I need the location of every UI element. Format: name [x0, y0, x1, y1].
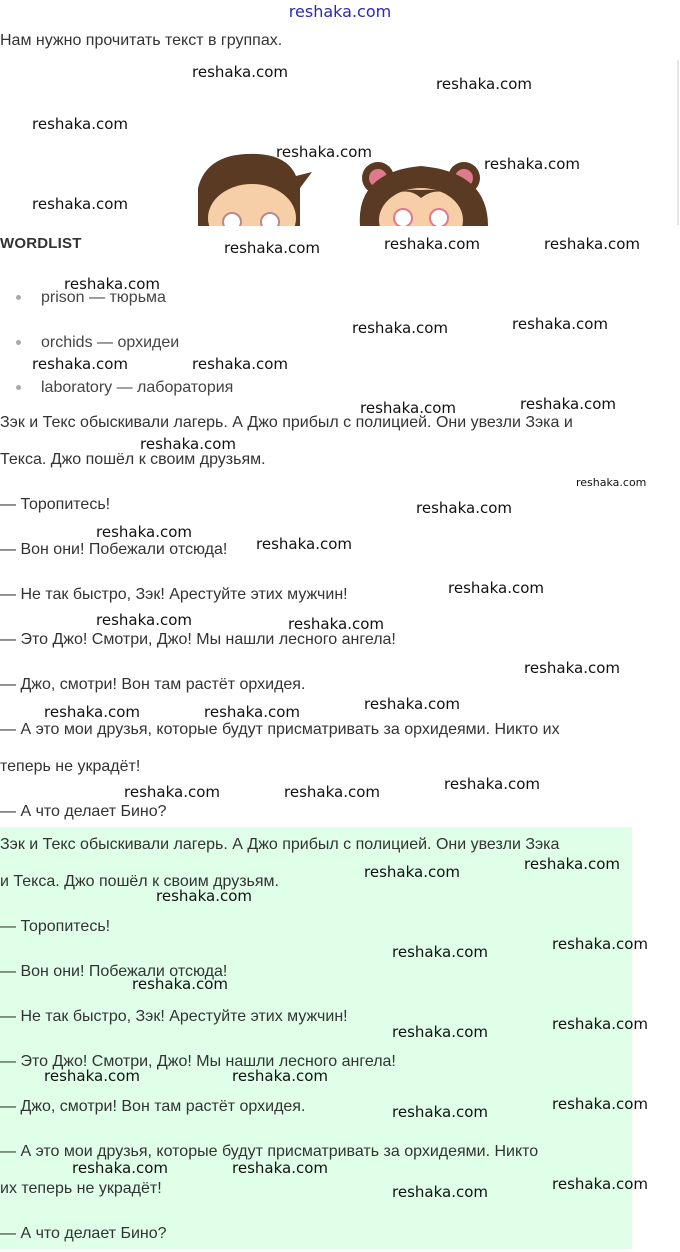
story-text-highlighted [0, 826, 632, 1252]
word-entry: orchids — орхидеи [41, 334, 180, 351]
watermark-text: reshaka.com [448, 579, 544, 597]
watermark-text: reshaka.com [288, 615, 384, 633]
watermark-text: reshaka.com [204, 703, 300, 721]
watermark-text: reshaka.com [364, 863, 460, 881]
watermark-text: reshaka.com [520, 395, 616, 413]
watermark-text: reshaka.com [156, 887, 252, 905]
watermark-text: reshaka.com [32, 195, 128, 213]
watermark-text: reshaka.com [552, 1015, 648, 1033]
dialogue-line: — Вон они! Побежали отсюда! [0, 541, 228, 558]
intro-text: Нам нужно прочитать текст в группах. [0, 32, 283, 49]
watermark-text: reshaka.com [232, 1159, 328, 1177]
watermark-text: reshaka.com [552, 1175, 648, 1193]
watermark-text: reshaka.com [392, 1103, 488, 1121]
dialogue-line: их теперь не украдёт! [0, 1180, 162, 1197]
watermark-text: reshaka.com [64, 275, 160, 293]
watermark-text: reshaka.com [72, 1159, 168, 1177]
watermark-text: reshaka.com [436, 75, 532, 93]
watermark-text: reshaka.com [392, 1183, 488, 1201]
watermark-text: reshaka.com [544, 235, 640, 253]
watermark-text: reshaka.com [44, 1067, 140, 1085]
word-entry: prison — тюрьма [41, 289, 166, 306]
watermark-text: reshaka.com [392, 943, 488, 961]
watermark-text: reshaka.com [360, 399, 456, 417]
dialogue-line: — А что делает Бино? [0, 1225, 167, 1242]
watermark-text: reshaka.com [192, 63, 288, 81]
watermark-text: reshaka.com [124, 783, 220, 801]
watermark-text: reshaka.com [392, 1023, 488, 1041]
watermark-text: reshaka.com [44, 703, 140, 721]
watermark-text: reshaka.com [32, 355, 128, 373]
dialogue-line: — А это мои друзья, которые будут присматривать за орхидеями. Никто их [0, 721, 560, 738]
dialogue-line: — Это Джо! Смотри, Джо! Мы нашли лесного ангела! [0, 1053, 396, 1070]
watermark-text: reshaka.com [232, 1067, 328, 1085]
dialogue-line: — А это мои друзья, которые будут присматривать за орхидеями. Никто [0, 1143, 539, 1160]
dialogue-line: теперь не украдёт! [0, 758, 141, 775]
story-paragraph: Текса. Джо пошёл к своим друзьям. [0, 451, 266, 468]
watermark-text: reshaka.com [444, 775, 540, 793]
bullet-icon [16, 295, 21, 300]
dialogue-line: — Торопитесь! [0, 918, 111, 935]
watermark-text: reshaka.com [524, 659, 620, 677]
dialogue-line: — Не так быстро, Зэк! Арестуйте этих мужчин! [0, 586, 348, 603]
dialogue-line: — Не так быстро, Зэк! Арестуйте этих мужчин! [0, 1008, 348, 1025]
watermark-text: reshaka.com [32, 115, 128, 133]
boy-figure [198, 154, 312, 226]
watermark-text: reshaka.com [524, 855, 620, 873]
watermark-text: reshaka.com [552, 935, 648, 953]
scrollbar-track[interactable] [677, 60, 679, 225]
site-header-link[interactable]: reshaka.com [288, 2, 392, 21]
watermark-text: reshaka.com [512, 315, 608, 333]
dialogue-line: — Вон они! Побежали отсюда! [0, 963, 228, 980]
watermark-text: reshaka.com [132, 975, 228, 993]
dialogue-line: — Торопитесь! [0, 496, 111, 513]
watermark-text: reshaka.com [276, 143, 372, 161]
bullet-icon [16, 385, 21, 390]
watermark-text: reshaka.com [224, 239, 320, 257]
watermark-text: reshaka.com [364, 695, 460, 713]
watermark-text: reshaka.com [96, 523, 192, 541]
watermark-text: reshaka.com [576, 476, 647, 489]
story-paragraph: Зэк и Текс обыскивали лагерь. А Джо прибыл с полицией. Они увезли Зэка и [0, 414, 573, 431]
watermark-text: reshaka.com [140, 435, 236, 453]
watermark-text: reshaka.com [96, 611, 192, 629]
watermark-text: reshaka.com [416, 499, 512, 517]
dialogue-line: — Джо, смотри! Вон там растёт орхидея. [0, 1098, 306, 1115]
dialogue-line: — А что делает Бино? [0, 803, 167, 820]
story-paragraph: Зэк и Текс обыскивали лагерь. А Джо прибыл с полицией. Они увезли Зэка [0, 836, 560, 853]
watermark-text: reshaka.com [284, 783, 380, 801]
dialogue-line: — Джо, смотри! Вон там растёт орхидея. [0, 676, 306, 693]
wordlist [0, 280, 233, 415]
word-entry: laboratory — лаборатория [41, 379, 234, 396]
watermark-text: reshaka.com [352, 319, 448, 337]
watermark-text: reshaka.com [256, 535, 352, 553]
wordlist-title: WORDLIST [0, 235, 82, 252]
girl-figure [360, 162, 488, 226]
story-paragraph: и Текса. Джо пошёл к своим друзьям. [0, 873, 279, 890]
bullet-icon [16, 340, 21, 345]
watermark-text: reshaka.com [484, 155, 580, 173]
watermark-text: reshaka.com [384, 235, 480, 253]
watermark-text: reshaka.com [192, 355, 288, 373]
watermark-text: reshaka.com [552, 1095, 648, 1113]
dialogue-line: — Это Джо! Смотри, Джо! Мы нашли лесного ангела! [0, 631, 396, 648]
